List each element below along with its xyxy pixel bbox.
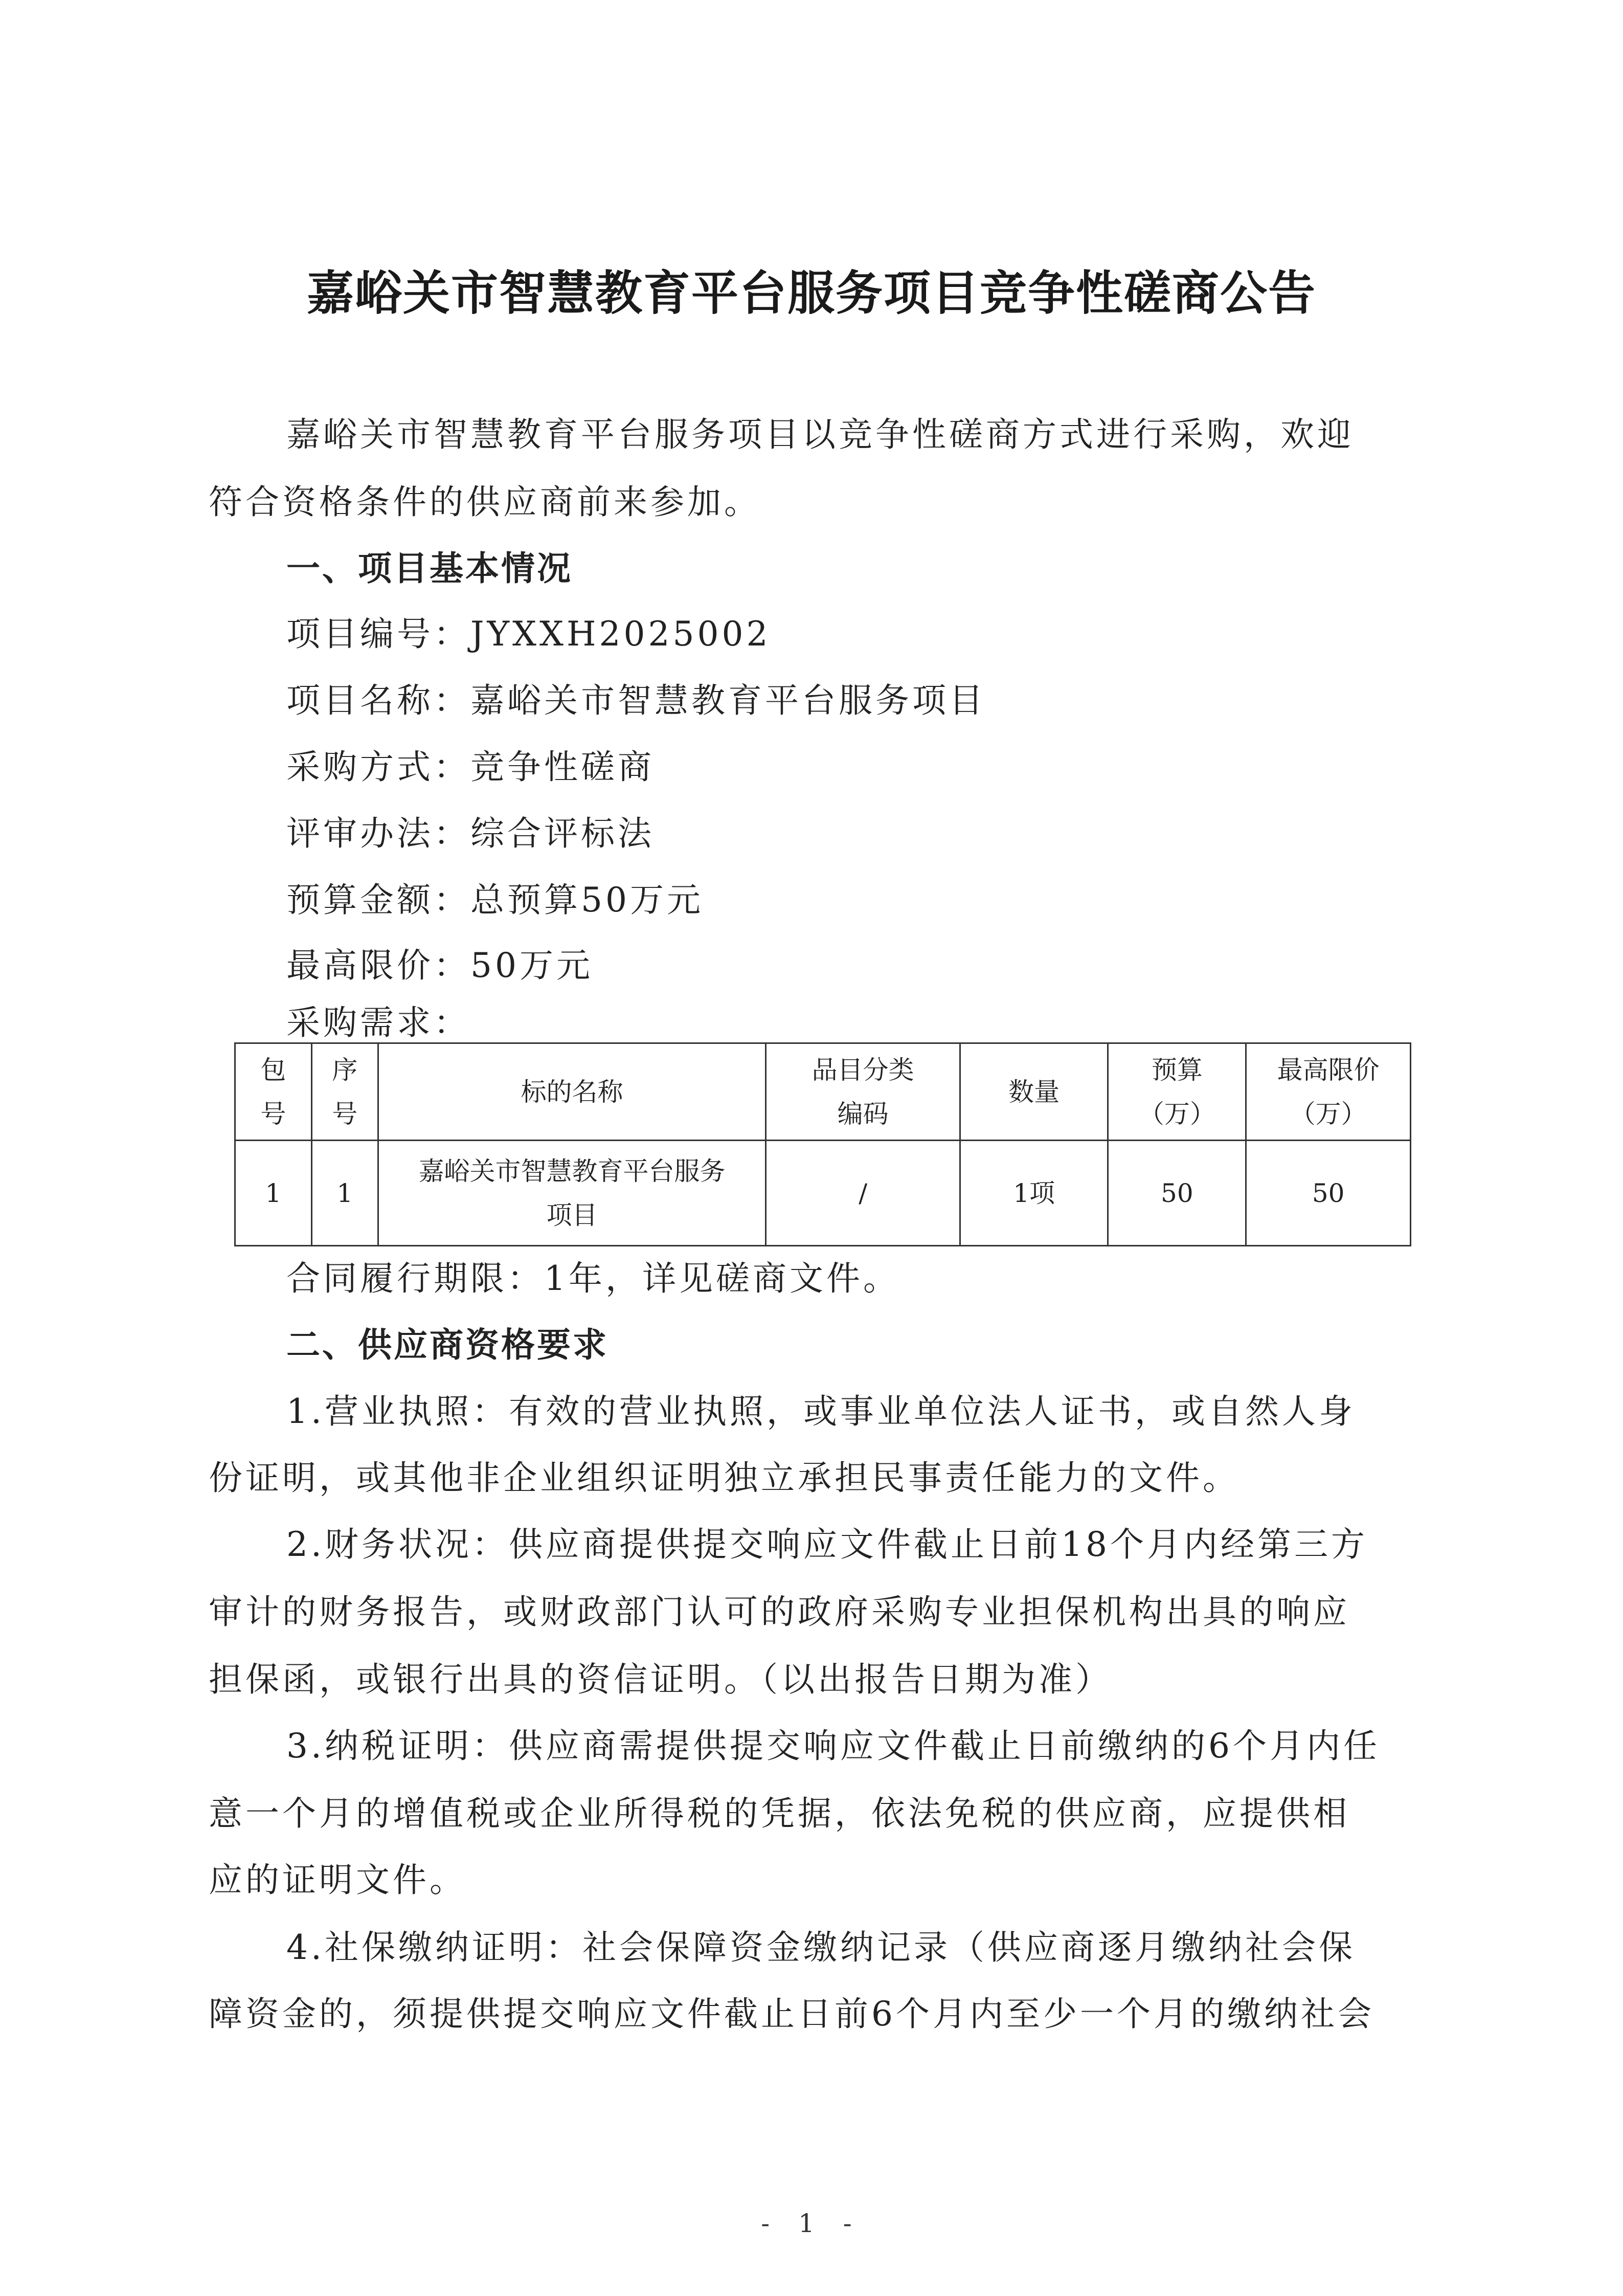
page-number: - 1 - — [761, 2209, 862, 2238]
qualification-2-line-2: 审计的财务报告，或财政部门认可的政府采购专业担保机构出具的响应 — [209, 1592, 1350, 1632]
header-package-no: 包 号 — [235, 1043, 312, 1141]
header-quantity: 数量 — [960, 1043, 1108, 1141]
cell-quantity: 1项 — [960, 1141, 1108, 1246]
evaluation-method: 评审办法：综合评标法 — [286, 814, 655, 853]
contract-period: 合同履行期限：1年，详见磋商文件。 — [286, 1259, 900, 1298]
intro-line-1: 嘉峪关市智慧教育平台服务项目以竞争性磋商方式进行采购，欢迎 — [286, 415, 1354, 454]
qualification-3-line-3: 应的证明文件。 — [209, 1860, 466, 1900]
qualification-4-line-2: 障资金的，须提供提交响应文件截止日前6个月内至少一个月的缴纳社会 — [209, 1994, 1374, 2034]
document-title: 嘉峪关市智慧教育平台服务项目竞争性磋商公告 — [306, 265, 1316, 321]
qualification-1-line-2: 份证明，或其他非企业组织证明独立承担民事责任能力的文件。 — [209, 1458, 1239, 1498]
qualification-4-line-1: 4.社保缴纳证明：社会保障资金缴纳记录（供应商逐月缴纳社会保 — [286, 1928, 1356, 1967]
cell-max-price: 50 — [1246, 1141, 1411, 1246]
requirements-label: 采购需求： — [286, 1003, 470, 1042]
qualification-2-line-3: 担保函，或银行出具的资信证明。（以出报告日期为准） — [209, 1660, 1112, 1699]
section2-heading: 二、供应商资格要求 — [286, 1325, 608, 1365]
cell-category-code: / — [766, 1141, 960, 1246]
cell-budget: 50 — [1108, 1141, 1246, 1246]
max-price: 最高限价：50万元 — [286, 946, 593, 985]
cell-seq-no: 1 — [311, 1141, 378, 1246]
header-budget: 预算 （万） — [1108, 1043, 1246, 1141]
qualification-3-line-1: 3.纳税证明：供应商需提供提交响应文件截止日前缴纳的6个月内任 — [286, 1726, 1380, 1766]
project-number: 项目编号：JYXXH2025002 — [286, 614, 771, 654]
qualification-2-line-1: 2.财务状况：供应商提供提交响应文件截止日前18个月内经第三方 — [286, 1525, 1368, 1564]
budget-amount: 预算金额：总预算50万元 — [286, 880, 704, 920]
procurement-method: 采购方式：竞争性磋商 — [286, 747, 655, 787]
cell-item-name: 嘉峪关市智慧教育平台服务 项目 — [378, 1141, 766, 1246]
header-max-price: 最高限价 （万） — [1246, 1043, 1411, 1141]
cell-package-no: 1 — [235, 1141, 312, 1246]
header-category-code: 品目分类 编码 — [766, 1043, 960, 1141]
qualification-1-line-1: 1.营业执照：有效的营业执照，或事业单位法人证书，或自然人身 — [286, 1392, 1356, 1431]
qualification-3-line-2: 意一个月的增值税或企业所得税的凭据，依法免税的供应商，应提供相 — [209, 1794, 1350, 1833]
table-row — [235, 1141, 1411, 1246]
header-item-name: 标的名称 — [378, 1043, 766, 1141]
procurement-table — [234, 1042, 1411, 1246]
project-name: 项目名称：嘉峪关市智慧教育平台服务项目 — [286, 681, 986, 720]
header-seq-no: 序 号 — [311, 1043, 378, 1141]
intro-line-2: 符合资格条件的供应商前来参加。 — [209, 482, 761, 522]
section1-heading: 一、项目基本情况 — [286, 549, 573, 588]
table-header-row — [235, 1043, 1411, 1141]
